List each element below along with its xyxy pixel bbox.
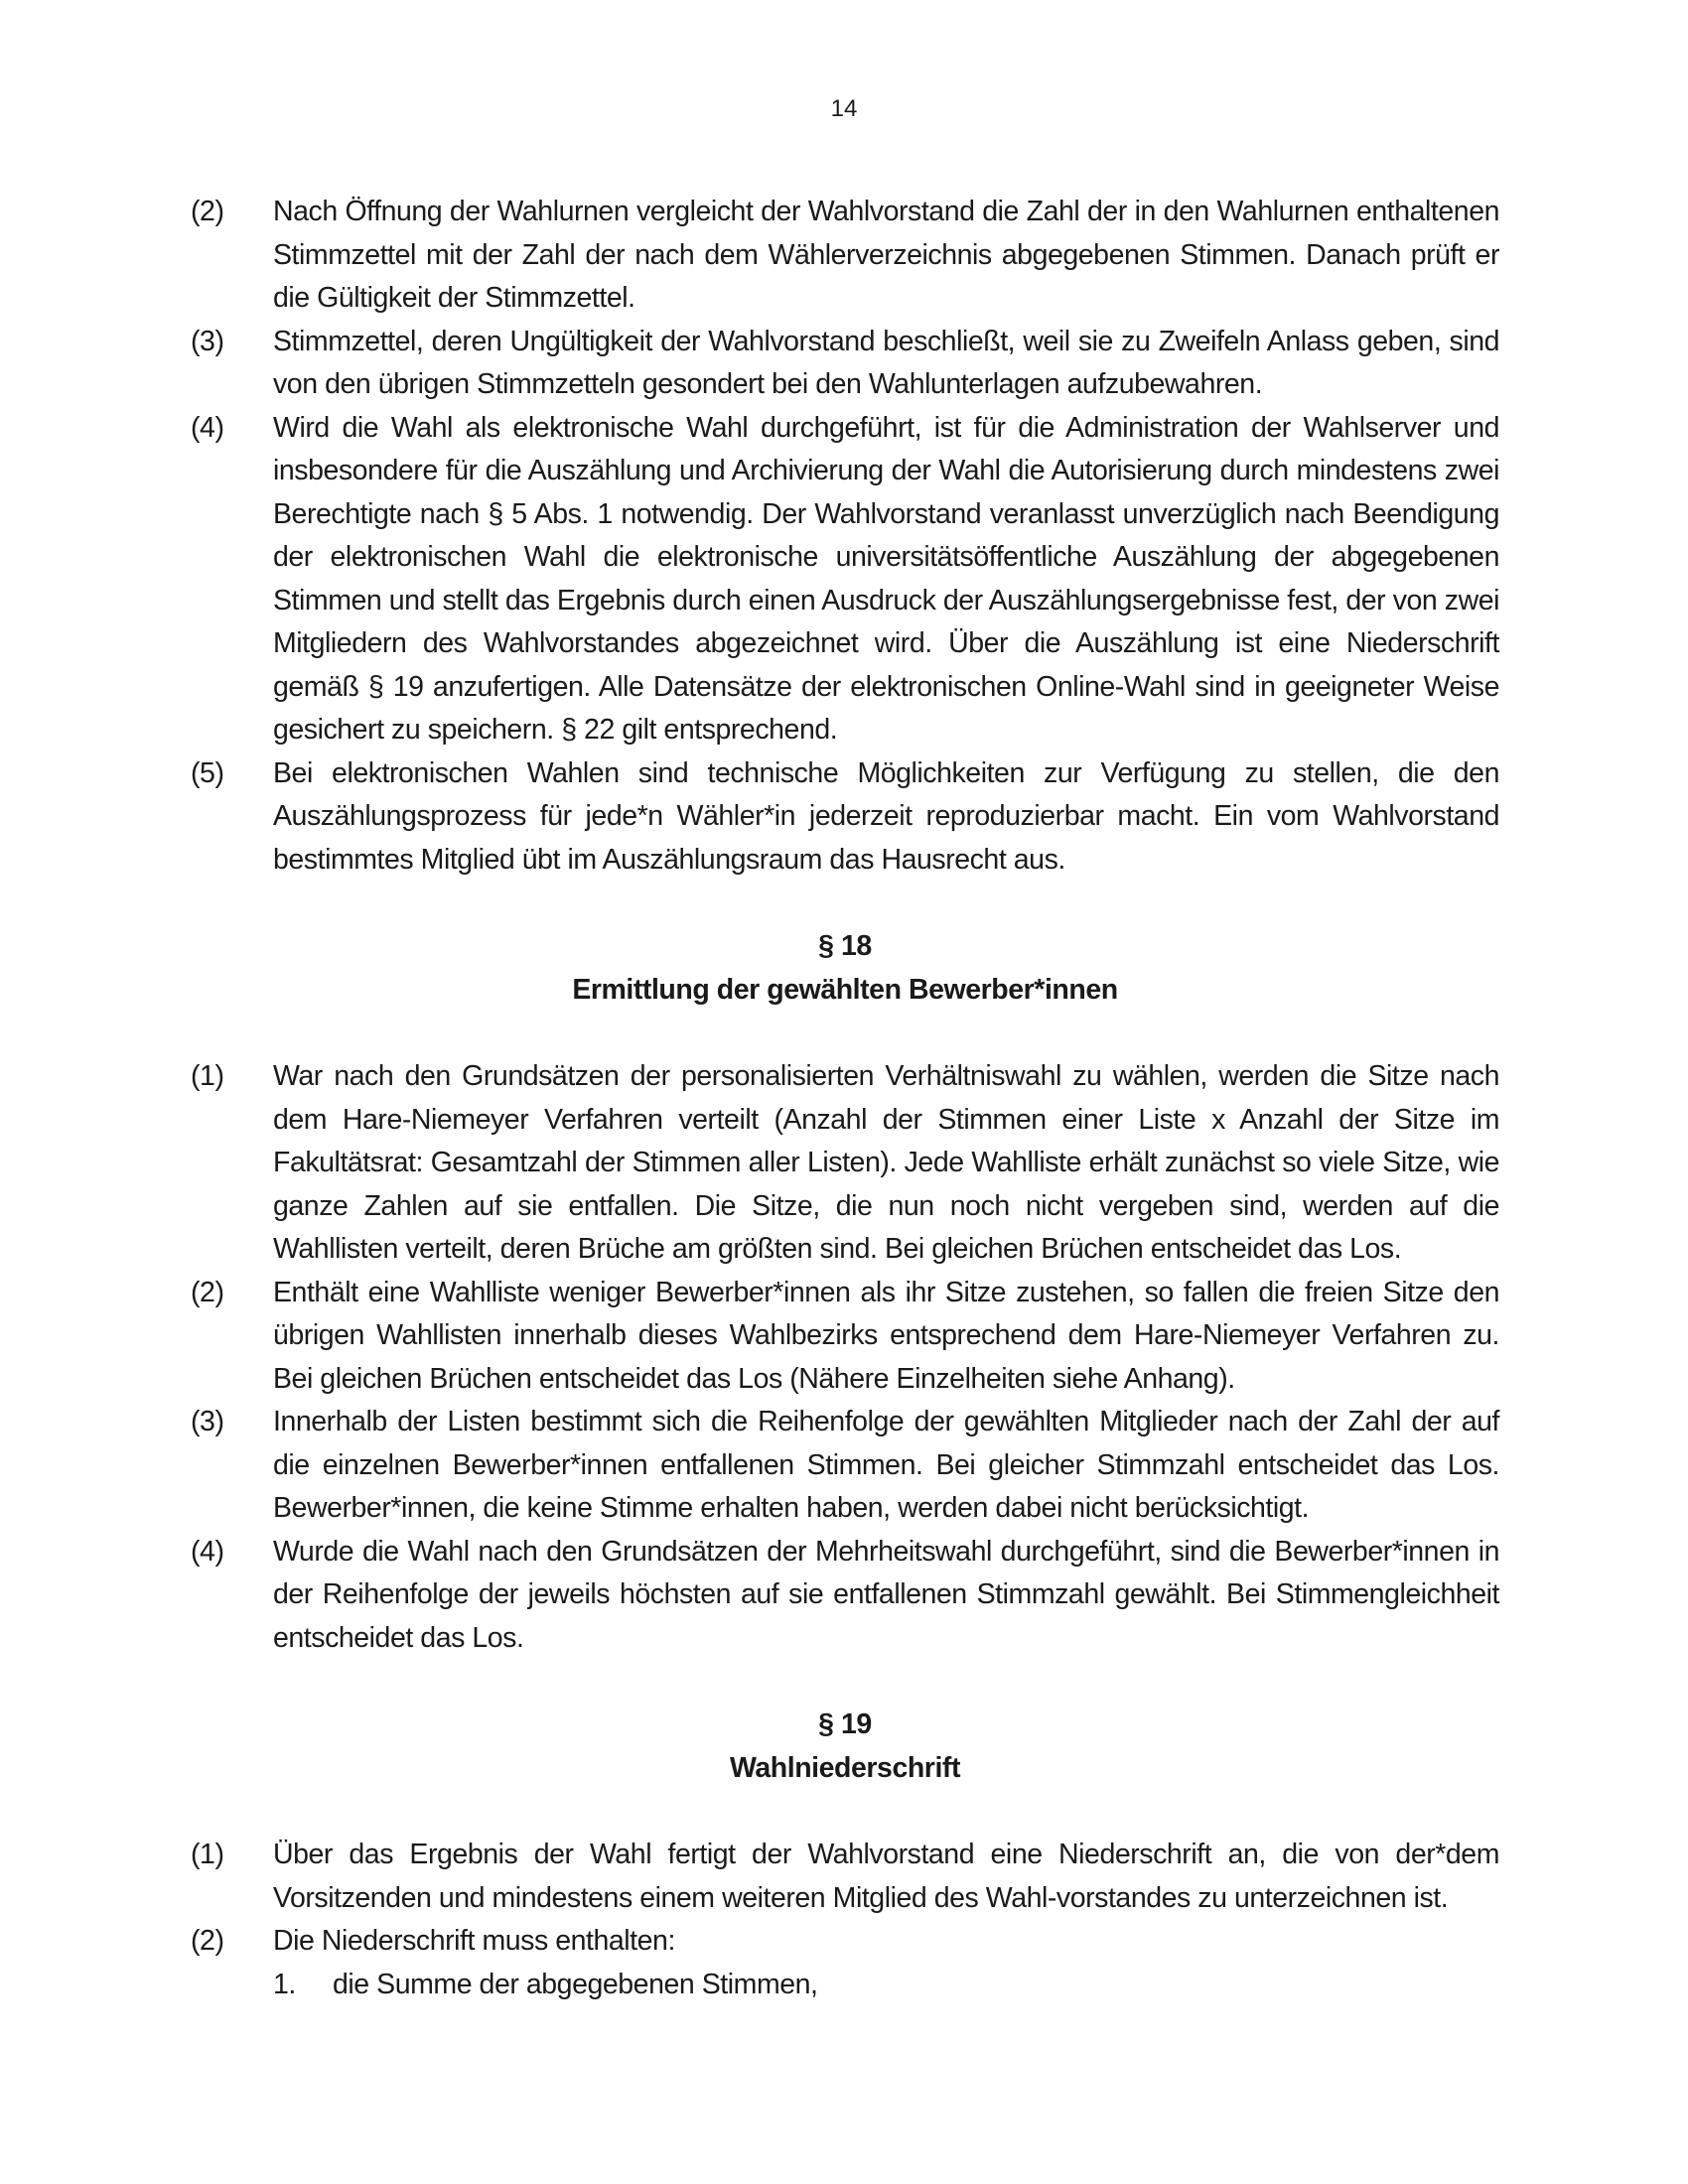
section-19-paragraph-2 [191,1920,1499,1964]
section-18-heading [191,925,1499,1012]
section-title: Ermittlung der gewählten Bewerber*innen [572,973,1118,1006]
paragraph-text: Über das Ergebnis der Wahl fertigt der Wahlvorstand eine Niederschrift an, die von der*dem Vorsitzenden und mindestens einem weiteren Mitglied des Wahl-vorstandes zu unterzeichnen ist. [273,1839,1499,1914]
section-18-paragraph-1 [191,1055,1499,1272]
paragraph-number: (3) [191,1406,224,1437]
paragraph-number: (5) [191,756,224,789]
paragraph-2 [191,191,1499,321]
paragraph-text: Stimmzettel, deren Ungültigkeit der Wahlvorstand beschließt, weil sie zu Zweifeln Anlass geben, sind von den übrigen Stimmzetteln gesondert bei den Wahlunterlagen aufzubewahren. [273,325,1499,400]
section-19-heading [191,1704,1499,1790]
list-item-text: die Summe der abgegebenen Stimmen, [333,1968,818,2000]
list-item-number: 1. [273,1968,296,2000]
paragraph-text: Wird die Wahl als elektronische Wahl durchgeführt, ist für die Administration der Wahlserver und insbesondere für die Auszählung und Archivierung der Wahl die Autorisierung durch mindestens zwei Berechtigte nach § 5 Abs. 1 notwendig. Der Wahlvorstand veranlasst unverzüglich nach Beendigung der elektronischen Wahl die elektronische universitätsöffentliche Auszählung der abgegebenen Stimmen und stellt das Ergebnis durch einen Ausdruck der Auszählungsergebnisse fest, der von zwei Mitgliedern des Wahlvorstandes abgezeichnet wird. Über die Auszählung ist eine Niederschrift gemäß § 19 anzufertigen. Alle Datensätze der elektronischen Online-Wahl sind in geeigneter Weise gesichert zu speichern. § 22 gilt entsprechend. [273,411,1499,746]
paragraph-number: (3) [191,325,224,357]
section-number: § 19 [818,1708,872,1740]
paragraph-3 [191,321,1499,407]
paragraph-number: (4) [191,411,224,444]
list-item [191,1964,1499,2007]
paragraph-number: (2) [191,196,224,227]
page-number: 14 [830,95,858,122]
paragraph-number: (1) [191,1839,224,1870]
paragraph-number: (2) [191,1925,224,1957]
section-18-paragraph-3 [191,1401,1499,1531]
paragraph-text: Wurde die Wahl nach den Grundsätzen der Mehrheitswahl durchgeführt, sind die Bewerber*innen in der Reihenfolge der jeweils höchsten auf sie entfallenen Stimmzahl gewählt. Bei Stimmengleichheit entscheidet das Los. [273,1535,1499,1654]
section-18-paragraph-2 [191,1272,1499,1402]
paragraph-text: Innerhalb der Listen bestimmt sich die Reihenfolge der gewählten Mitglieder nach der Zahl der auf die einzelnen Bewerber*innen entfallenen Stimmen. Bei gleicher Stimmzahl entscheidet das Los. Bewerber*innen, die keine Stimme erhalten haben, werden dabei nicht berücksichtigt. [273,1406,1499,1524]
paragraph-text: Bei elektronischen Wahlen sind technische Möglichkeiten zur Verfügung zu stellen, die den Auszählungsprozess für jede*n Wähler*in jederzeit reproduzierbar macht. Ein vom Wahlvorstand bestimmtes Mitglied übt im Auszählungsraum das Hausrecht aus. [273,756,1499,876]
section-number: § 18 [818,930,872,962]
paragraph-5 [191,752,1499,883]
paragraph-text: War nach den Grundsätzen der personalisierten Verhältniswahl zu wählen, werden die Sitze nach dem Hare-Niemeyer Verfahren verteilt (Anzahl der Stimmen einer Liste x Anzahl der Sitze im Fakultätsrat: Gesamtzahl der Stimmen aller Listen). Jede Wahlliste erhält zunächst so viele Sitze, wie ganze Zahlen auf sie entfallen. Die Sitze, die nun noch nicht vergeben sind, werden auf die Wahllisten verteilt, deren Brüche am größten sind. Bei gleichen Brüchen entscheidet das Los. [273,1060,1499,1265]
section-19-paragraph-1 [191,1834,1499,1920]
paragraph-number: (4) [191,1535,224,1568]
paragraph-text: Enthält eine Wahlliste weniger Bewerber*innen als ihr Sitze zustehen, so fallen die freien Sitze den übrigen Wahllisten innerhalb dieses Wahlbezirks entsprechend dem Hare-Niemeyer Verfahren zu. Bei gleichen Brüchen entscheidet das Los (Nähere Einzelheiten siehe Anhang). [273,1276,1499,1395]
paragraph-number: (2) [191,1276,224,1308]
paragraph-text: Die Niederschrift muss enthalten: [273,1925,675,1957]
paragraph-text: Nach Öffnung der Wahlurnen vergleicht der Wahlvorstand die Zahl der in den Wahlurnen enthaltenen Stimmzettel mit der Zahl der nach dem Wählerverzeichnis abgegebenen Stimmen. Danach prüft er die Gültigkeit der Stimmzettel. [273,196,1499,314]
section-title: Wahlniederschrift [730,1751,960,1784]
paragraph-number: (1) [191,1060,224,1092]
section-18-paragraph-4 [191,1531,1499,1661]
document-body [191,191,1499,2006]
paragraph-4 [191,407,1499,752]
